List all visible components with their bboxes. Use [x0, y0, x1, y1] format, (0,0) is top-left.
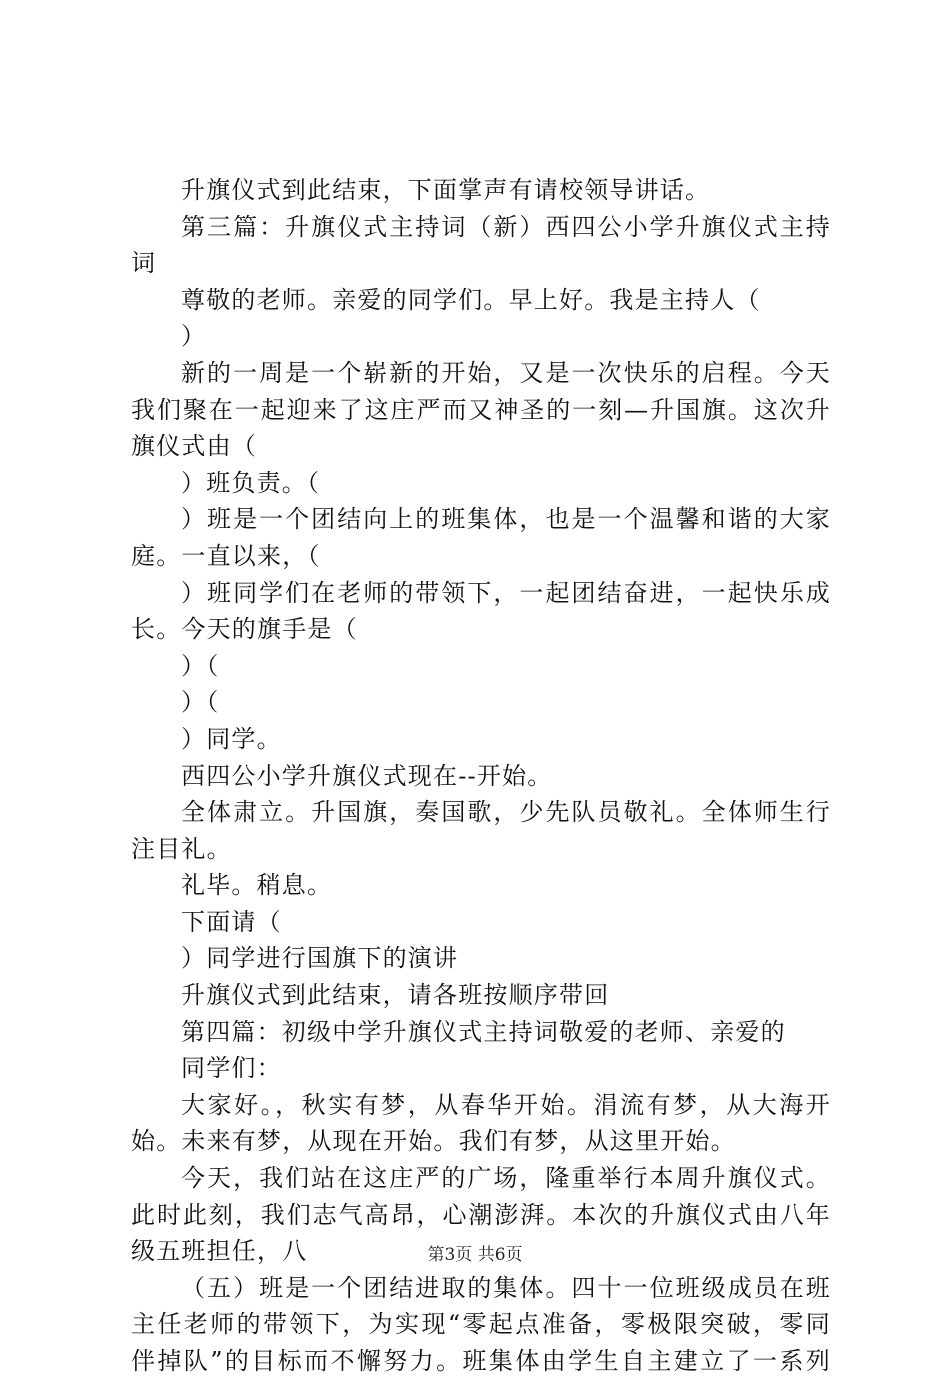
- text-line: 始。未来有梦，从现在开始。我们有梦，从这里开始。: [131, 1127, 736, 1156]
- text-line: 词: [131, 249, 157, 278]
- text-line: ）: [181, 322, 207, 351]
- text-line: 升旗仪式到此结束，请各班按顺序带回: [181, 981, 610, 1010]
- text-line: 尊敬的老师。亲爱的同学们。早上好。我是主持人（: [181, 285, 761, 314]
- text-line: 旗仪式由（: [131, 432, 257, 461]
- text-line: 主任老师的带领下，为实现“零起点准备，零极限突破，零同: [131, 1310, 831, 1339]
- text-line: 全体肃立。升国旗，奏国歌，少先队员敬礼。全体师生行: [181, 798, 831, 827]
- text-line: 升旗仪式到此结束，下面掌声有请校领导讲话。: [181, 176, 711, 204]
- text-line: 级五班担任，八: [131, 1237, 308, 1266]
- text-line: 注目礼。: [131, 834, 232, 863]
- text-line: 礼毕。稍息。: [181, 871, 333, 900]
- text-line: 下面请（: [181, 907, 282, 936]
- text-line: 西四公小学升旗仪式现在--开始。: [181, 761, 553, 790]
- text-line: 庭。一直以来，（: [131, 541, 321, 570]
- text-line: ）班是一个团结向上的班集体，也是一个温馨和谐的大家: [181, 505, 831, 534]
- text-line: ）班负责。（: [181, 468, 321, 497]
- text-line: 长。今天的旗手是（: [131, 615, 358, 644]
- text-line: 伴掉队”的目标而不懈努力。班集体由学生自主建立了一系列: [131, 1347, 831, 1375]
- document-body: [131, 172, 831, 1380]
- text-line: 今天，我们站在这庄严的广场，隆重举行本周升旗仪式。: [181, 1164, 831, 1193]
- text-line: 我们聚在一起迎来了这庄严而又神圣的一刻—升国旗。这次升: [131, 395, 831, 424]
- text-line: ）（: [181, 651, 220, 680]
- section-heading: 第四篇：初级中学升旗仪式主持词敬爱的老师、亲爱的: [181, 1017, 786, 1046]
- section-heading: 第三篇：升旗仪式主持词（新）西四公小学升旗仪式主持: [181, 212, 831, 241]
- text-line: 同学们：: [181, 1054, 282, 1083]
- page-number-footer: 第3页 共6页: [427, 1245, 523, 1265]
- text-line: 大家好。，秋实有梦，从春华开始。涓流有梦，从大海开: [181, 1090, 831, 1119]
- text-line: ）同学。: [181, 724, 282, 753]
- text-line: 新的一周是一个崭新的开始，又是一次快乐的启程。今天: [181, 358, 831, 387]
- text-line: 此时此刻，我们志气高昂，心潮澎湃。本次的升旗仪式由八年: [131, 1200, 831, 1229]
- text-line: ）（: [181, 688, 220, 717]
- text-line: ）同学进行国旗下的演讲: [181, 944, 459, 973]
- text-line: ）班同学们在老师的带领下，一起团结奋进，一起快乐成: [181, 578, 831, 607]
- text-line: （五）班是一个团结进取的集体。四十一位班级成员在班: [181, 1273, 831, 1302]
